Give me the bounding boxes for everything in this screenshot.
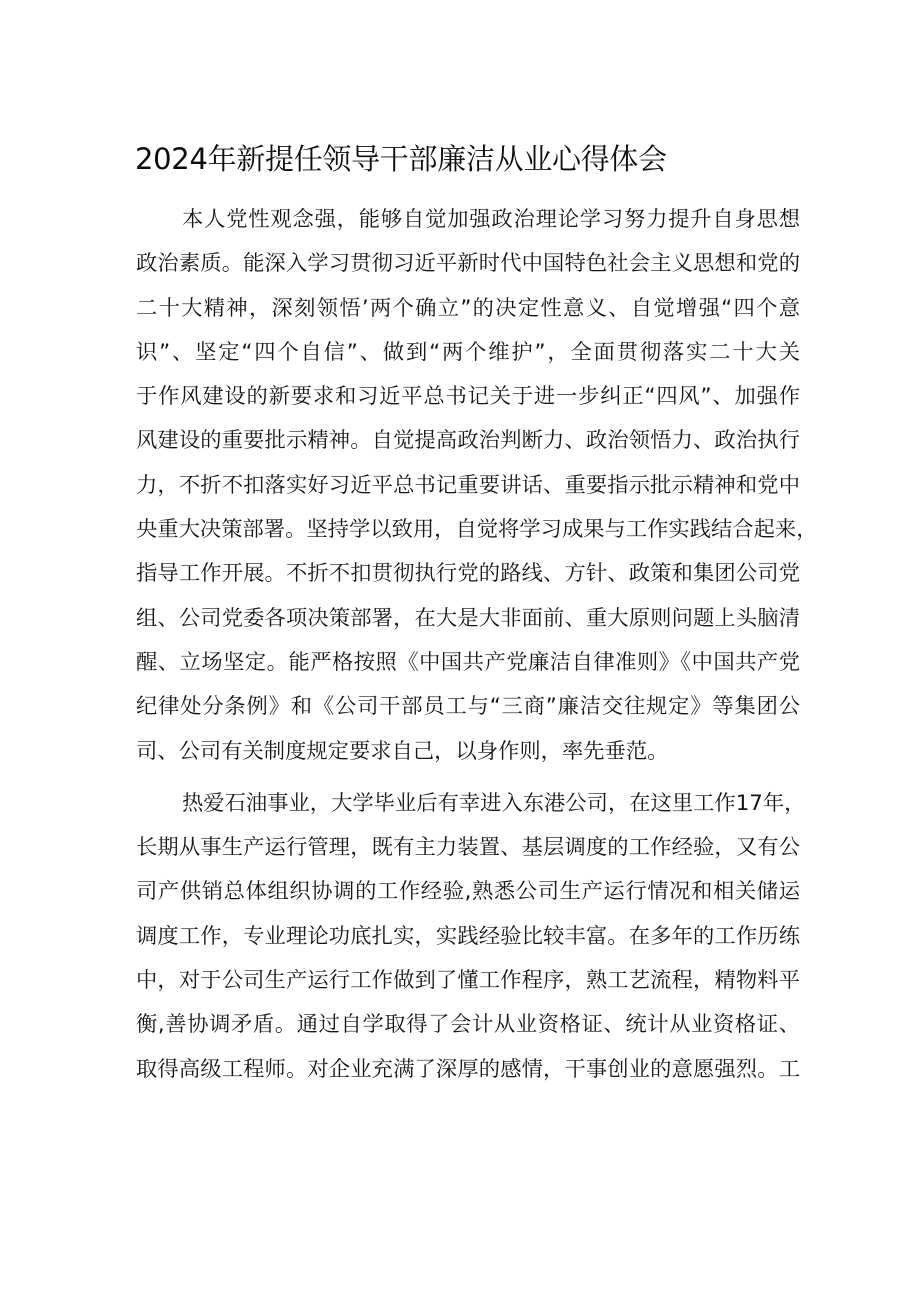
document-body: [136, 198, 818, 1092]
paragraph-1-line: 风建设的重要批示精神。自觉提高政治判断力、政治领悟力、政治执行: [136, 428, 800, 454]
document-title: 2024年新提任领导干部廉洁从业心得体会: [135, 142, 667, 176]
paragraph-1-line: 纪律处分条例》和《公司干部员工与“三商”廉洁交往规定》等集团公: [136, 694, 800, 720]
paragraph-2-line: 司产供销总体组织协调的工作经验,熟悉公司生产运行情况和相关储运: [136, 879, 800, 905]
paragraph-2-line: 中，对于公司生产运行工作做到了懂工作程序，熟工艺流程，精物料平: [136, 968, 800, 994]
paragraph-2-line: 调度工作，专业理论功底扎实，实践经验比较丰富。在多年的工作历练: [136, 923, 800, 949]
paragraph-gap: [136, 774, 800, 782]
paragraph-2-line: 衡,善协调矛盾。通过自学取得了会计从业资格证、统计从业资格证、: [136, 1012, 800, 1038]
paragraph-2-line: 长期从事生产运行管理，既有主力装置、基层调度的工作经验，又有公: [136, 835, 800, 861]
paragraph-1-line: 司、公司有关制度规定要求自己，以身作则，率先垂范。: [136, 738, 669, 764]
paragraph-1-line: 本人党性观念强，能够自觉加强政治理论学习努力提升自身思想: [182, 207, 800, 232]
paragraph-2-line: 取得高级工程师。对企业充满了深厚的感情，干事创业的意愿强烈。工: [136, 1056, 800, 1082]
paragraph-1-line: 指导工作开展。不折不扣贯彻执行党的路线、方针、政策和集团公司党: [136, 561, 800, 587]
paragraph-1-line: 组、公司党委各项决策部署，在大是大非面前、重大原则问题上头脑清: [136, 605, 800, 631]
paragraph-1-line: 醒、立场坚定。能严格按照《中国共产党廉洁自律准则》《中国共产党: [136, 649, 800, 675]
paragraph-1-line: 力，不折不扣落实好习近平总书记重要讲话、重要指示批示精神和党中: [136, 472, 800, 498]
paragraph-1-line: 二十大精神，深刻领悟’两个确立”的决定性意义、自觉增强“四个意: [136, 295, 800, 321]
paragraph-1-line: 政治素质。能深入学习贯彻习近平新时代中国特色社会主义思想和党的: [136, 251, 800, 277]
paragraph-1-line: 央重大决策部署。坚持学以致用，自觉将学习成果与工作实践结合起来，: [136, 517, 818, 543]
paragraph-1-line: 于作风建设的新要求和习近平总书记关于进一步纠正“四风”、加强作: [136, 384, 800, 410]
paragraph-2-line: 热爱石油事业，大学毕业后有幸进入东港公司，在这里工作17年，: [182, 790, 806, 816]
paragraph-1-line: 识”、坚定“四个自信”、做到“两个维护”，全面贯彻落实二十大关: [136, 339, 800, 365]
